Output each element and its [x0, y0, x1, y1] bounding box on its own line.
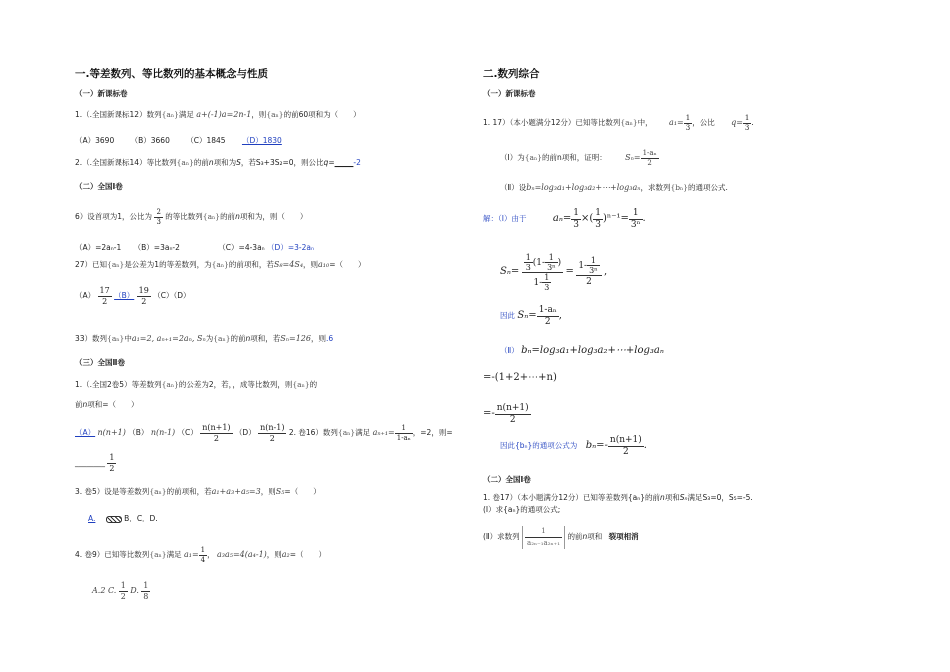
q1-option-d: （D）1830 — [241, 136, 282, 145]
question-1-part-1: (Ⅰ）求{aₙ}的通项公式; — [483, 505, 561, 514]
subsection-national-2: （三）全国Ⅱ卷 — [75, 358, 125, 367]
hatched-figure-icon — [106, 516, 122, 523]
q4-options: A.2 C. $\frac{1}{2}$ D. $\frac{1}{8}$ — [92, 580, 149, 601]
part-2-prompt: （Ⅱ）设bₙ=log₃a₁+log₃a₂+⋯+log₃aₙ，求数列{bₙ}的通项公式. — [500, 183, 728, 192]
q1b-options: （A） n(n+1) （B） n(n-1) （C） $\frac{n(n+1)}{2}$ （D） $\frac{n(n-1)}{2}$ 2. 卷16）数列{aₙ}满足 aₙ₊₁= $\frac{1}{\text{1-aₙ}}$ ，=2，则= — [75, 422, 453, 443]
question-27: 27）已知{aₙ}是公差为1的等差数列，为{aₙ}的前项和，若S₈=4S₄，则a₁₀=（ ） — [75, 260, 366, 269]
question-1-national-1: 1. 卷17）（本小题满分12分）已知等差数列{aₙ}的前n项和Sₙ满足S₃=0，S₅=-5. — [483, 493, 753, 502]
question-2: 2.（.全国新课标14）等比数列{aₙ}的前n项和为S，若S₃+3S₂=0，则公比q=_____-2 — [75, 158, 361, 167]
question-33: 33）数列{aₙ}中a₁=2, aₙ₊₁=2aₙ, Sₙ为{aₙ}的前n项和，若Sₙ=126，则.6 — [75, 334, 334, 343]
question-1: 1.（.全国新课标12）数列{aₙ}满足 a+(-1)a=2n-1，则{aₙ}的前60项和为（ ） — [75, 110, 361, 119]
solution-part-2: （Ⅱ） bₙ=log₃a₁+log₃a₂+⋯+log₃aₙ — [500, 345, 664, 356]
question-6: 6）设首项为1，公比为 $\frac{2}{3}$ 的等比数列{aₙ}的前n项和为，则（ ） — [75, 207, 308, 226]
right-section-title: 二.数列综合 — [483, 68, 540, 80]
question-3: 3. 卷5）设是等差数列{aₙ}的前项和，若a₁+a₃+a₅=3，则S₅=（ ） — [75, 487, 321, 496]
solution-part-2-line3: =- $\frac{n(n+1)}{2}$ — [483, 402, 529, 425]
q1-options — [75, 136, 282, 146]
q1-option-b: （B）3660 — [130, 136, 170, 145]
left-section-title: 一.等差数列、等比数列的基本概念与性质 — [75, 68, 268, 80]
part-1-prompt: （Ⅰ）为{aₙ}的前n项和，证明： Sₙ= $\frac{\text{1-aₙ}}{2}$ — [500, 148, 657, 167]
solution-part-1: 解：（Ⅰ）由于 aₙ= $\frac{1}{3}$ ×( $\frac{1}{3}$ )ⁿ⁻¹= $\frac{1}{\text{3ⁿ}}$ . — [483, 207, 646, 230]
solution-therefore: 因此 Sₙ= $\frac{\text{1-aₙ}}{2}$ , — [500, 304, 562, 327]
subsection-new-curriculum: （一）新课标卷 — [75, 89, 128, 98]
q27-options: （A） $\frac{17}{2}$ （B） $\frac{19}{2}$ （C）（D） — [75, 285, 191, 306]
subsection-new-curriculum-right: （一）新课标卷 — [483, 89, 536, 98]
subsection-national-1-right: （二）全国Ⅰ卷 — [483, 475, 531, 484]
solution-sn: Sₙ= $\frac{1}{3}$ (1- $\frac{1}{\text{3ⁿ}}$ ) 1- $\frac{1}{3}$ = 1- $\frac{1}{\text{3ⁿ}}$ 2 , — [500, 252, 608, 292]
q3-options: A. B．C．D. — [88, 514, 158, 523]
question-17: 1. 17）（本小题满分12分）已知等比数列{aₙ}中， a₁= $\frac{1}{3}$ ，公比 q= $\frac{1}{3}$ . — [483, 113, 754, 132]
solution-part-2-line2: =-(1+2+⋯+n) — [483, 372, 557, 383]
q1-option-c: （C）1845 — [186, 136, 226, 145]
q6-options: （A）=2aₙ-1 （B）=3aₙ-2 （C）=4-3aₙ （D）=3-2aₙ — [75, 243, 314, 252]
question-4: 4. 卷9）已知等比数列{aₙ}满足 a₁= $\frac{1}{4}$ ， a₃a₅=4(a₄-1)，则a₂=（ ） — [75, 545, 327, 564]
q2b-answer-line: ________ $\frac{1}{2}$ — [75, 452, 115, 473]
subsection-national-1: （二）全国Ⅰ卷 — [75, 182, 123, 191]
question-1-national-2-line2: 前n项和=（ ） — [75, 400, 139, 409]
question-1-part-2: (Ⅱ）求数列 $\frac{1}{\text{a₂ₙ₋₁a₂ₙ₊₁}}$ 的前n项和 裂项相消 — [483, 526, 639, 547]
solution-conclusion: 因此{bₙ}的通项公式为 bₙ=- $\frac{n(n+1)}{2}$ . — [500, 434, 647, 457]
question-1-national-2: 1.（.全国2卷5）等差数列{aₙ}的公差为2，若，，成等比数列，则{aₙ}的 — [75, 380, 318, 389]
q1-option-a: （A）3690 — [75, 136, 115, 145]
